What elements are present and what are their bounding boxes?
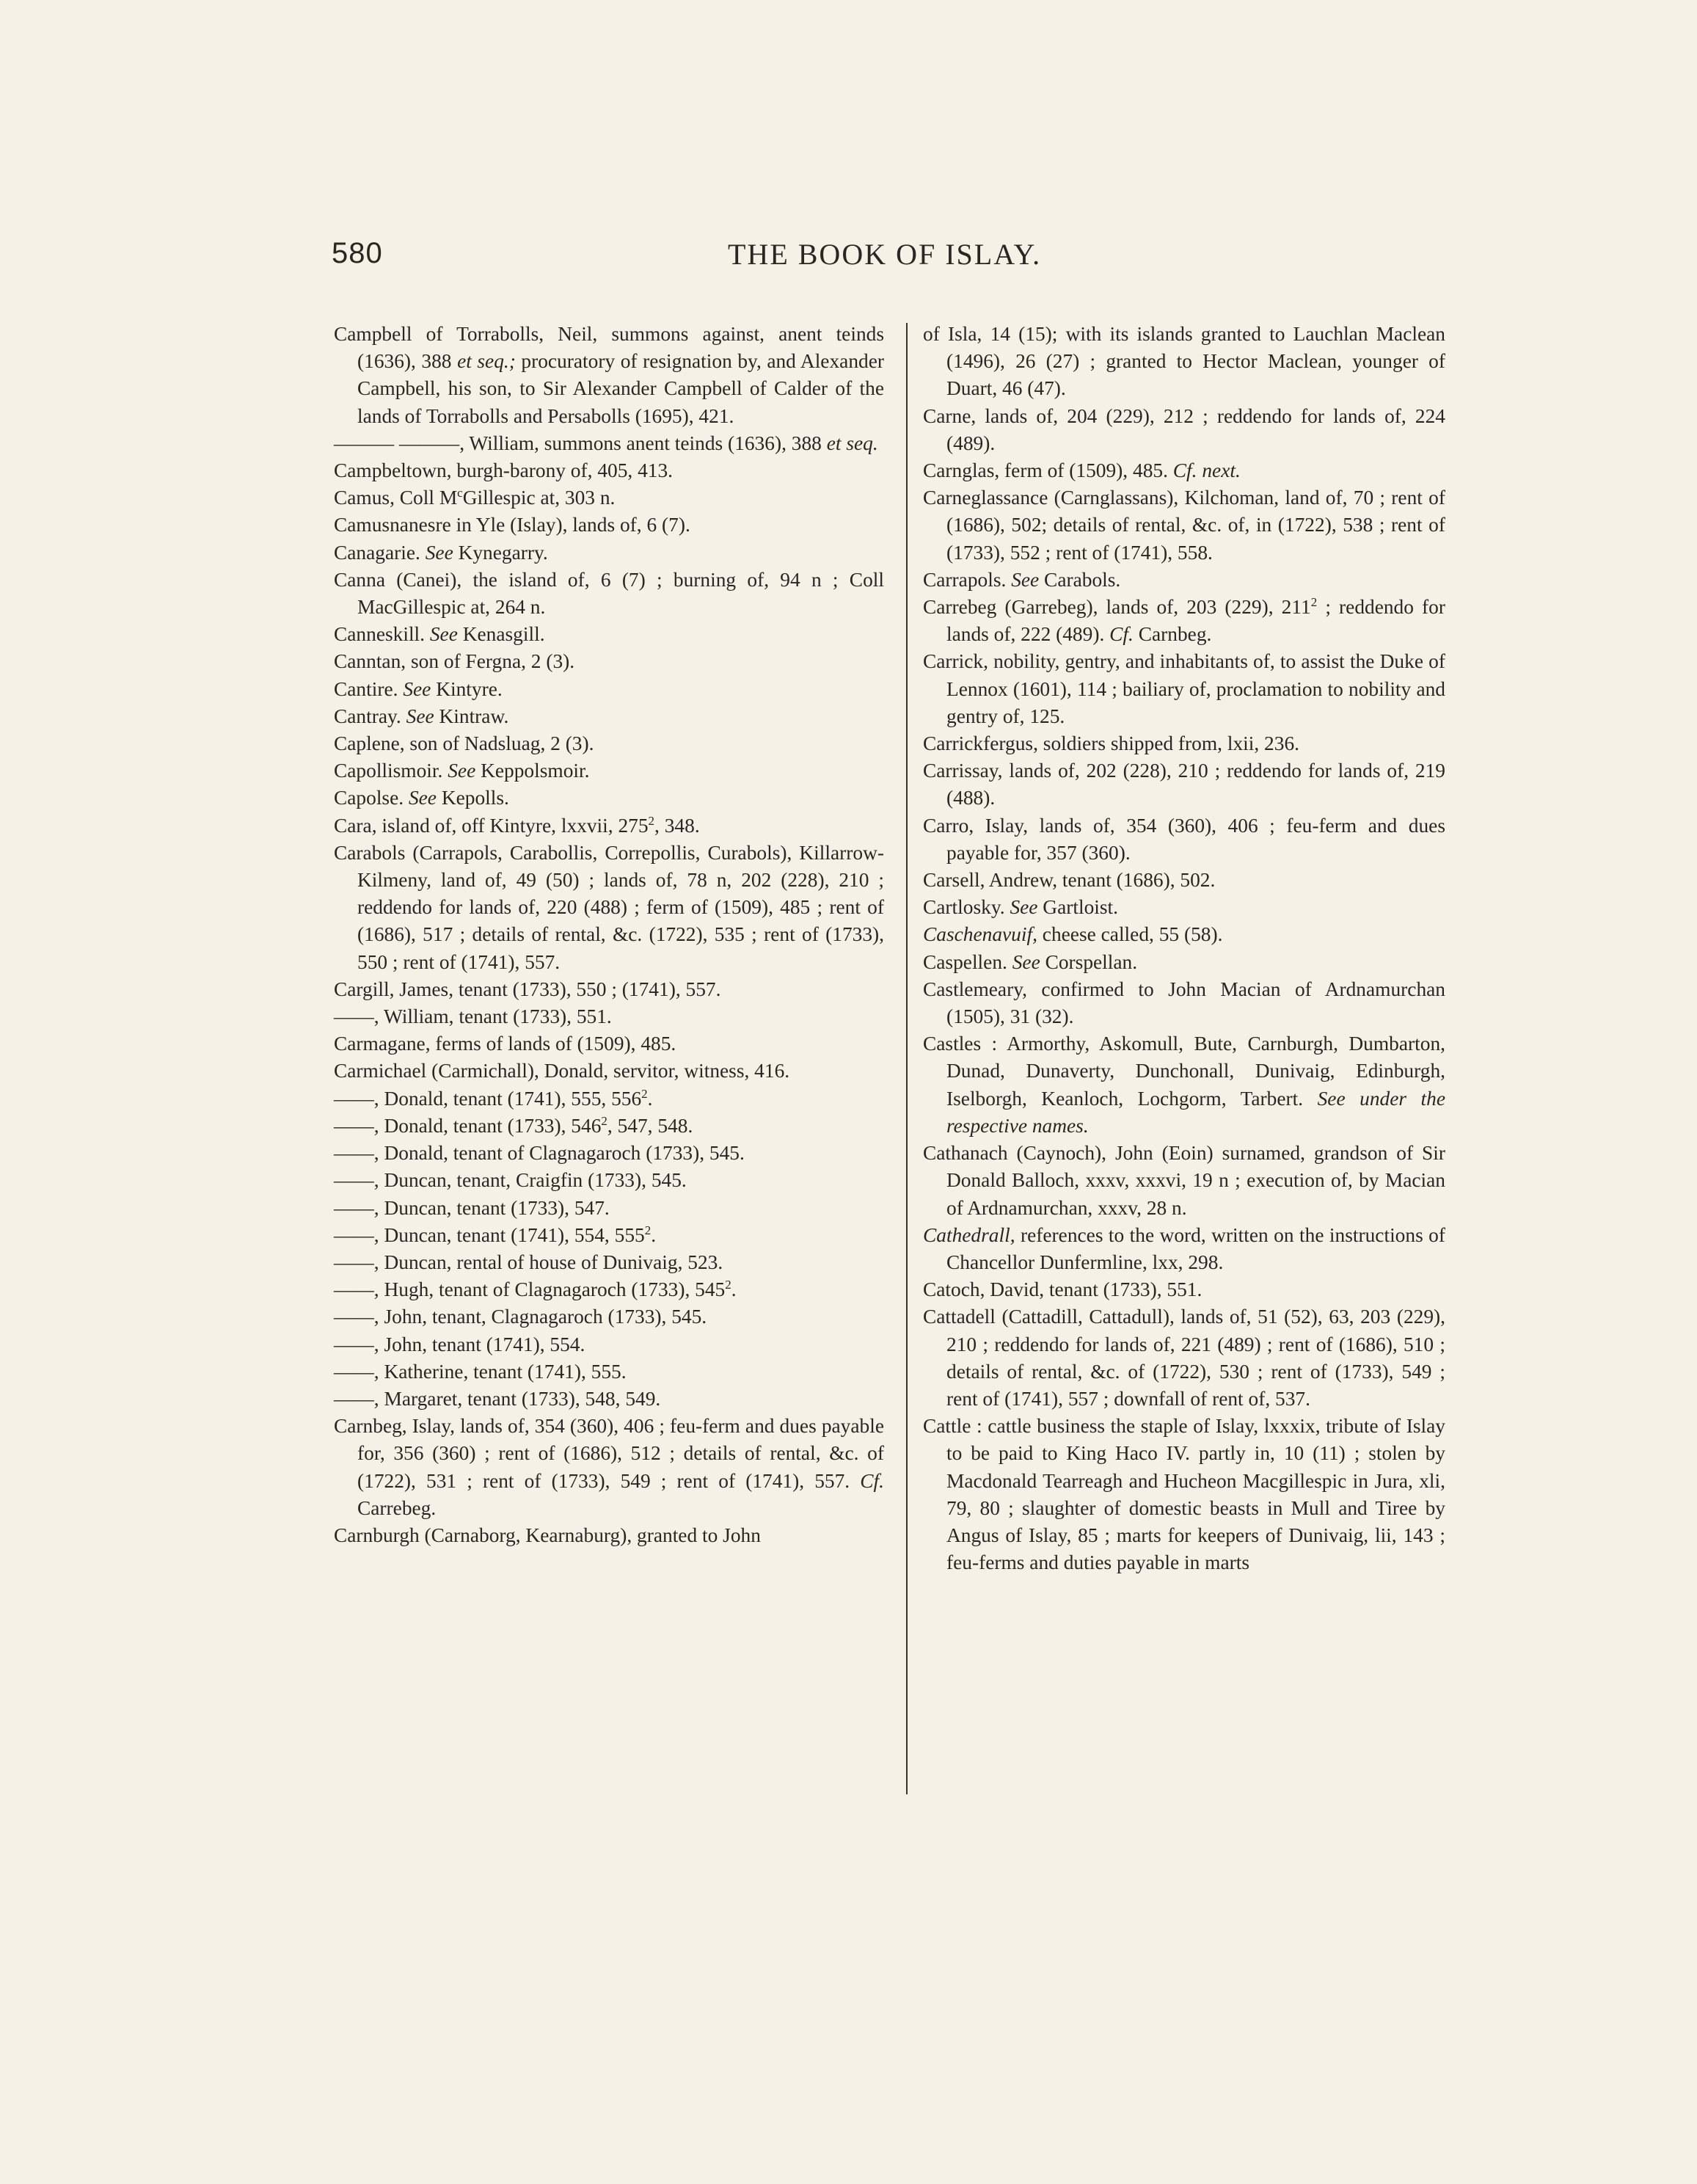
index-entry: Canna (Canei), the island of, 6 (7) ; burning of, 94 n ; Coll MacGillespic at, 264 n.	[334, 568, 884, 619]
index-entry: Campbell of Torrabolls, Neil, summons against, anent teinds (1636), 388 et seq.; procuratory of resignation by, and Alexander Campbell, his son, to Sir Alexander Campbell of Calder of the lands of Torrabolls and Persabolls (1695), 421.	[334, 323, 884, 427]
index-entry: Cattadell (Cattadill, Cattadull), lands of, 51 (52), 63, 203 (229), 210 ; reddendo for lands of, 221 (489) ; rent of (1686), 510 ; details of rental, &c. of (1722), 530 ; rent of (1733), 549 ; rent of (1741), 557 ; downfall of rent of, 537.	[923, 1306, 1445, 1410]
index-entry: Carmichael (Carmichall), Donald, servitor, witness, 416.	[334, 1060, 790, 1082]
index-entry: ——, Donald, tenant of Clagnagaroch (1733), 545.	[334, 1142, 745, 1165]
column-divider	[906, 323, 908, 1794]
index-entry: Carnbeg, Islay, lands of, 354 (360), 406 ; feu-ferm and dues payable for, 356 (360) ; rent of (1686), 512 ; details of rental, &c. of (1722), 531 ; rent of (1733), 549 ; rent of (1741), 557. Cf. Carrebeg.	[334, 1415, 884, 1519]
running-head: THE BOOK OF ISLAY.	[728, 238, 1042, 271]
index-entry: Castles : Armorthy, Askomull, Bute, Carnburgh, Dumbarton, Dunad, Dunaverty, Dunchonall, Dunivaig, Edinburgh, Iselborgh, Keanloch, Lochgorm, Tarbert. See under the respective names.	[923, 1033, 1445, 1137]
index-entry: Cartlosky. See Gartloist.	[923, 896, 1119, 919]
index-entry: of Isla, 14 (15); with its islands granted to Lauchlan Maclean (1496), 26 (27) ; granted to Hector Maclean, younger of Duart, 46 (47).	[923, 323, 1445, 400]
index-entry: Carneglassance (Carnglassans), Kilchoman, land of, 70 ; rent of (1686), 502; details of rental, &c. of, in (1722), 538 ; rent of (1733), 552 ; rent of (1741), 558.	[923, 487, 1445, 564]
index-entry: ——, Duncan, tenant, Craigfin (1733), 545.	[334, 1169, 687, 1192]
index-column-left	[334, 321, 884, 1549]
index-entry: Cathedrall, references to the word, written on the instructions of Chancellor Dunfermline, lxx, 298.	[923, 1223, 1445, 1273]
page-number: 580	[332, 237, 383, 269]
index-entry: Catoch, David, tenant (1733), 551.	[923, 1278, 1203, 1301]
index-entry: Carabols (Carrapols, Carabollis, Correpollis, Curabols), Killarrow-Kilmeny, land of, 49 (50) ; lands of, 78 n, 202 (228), 210 ; reddendo for lands of, 220 (488) ; ferm of (1509), 485 ; rent of (1686), 517 ; details of rental, &c. (1722), 535 ; rent of (1733), 550 ; rent of (1741), 557.	[334, 841, 884, 973]
index-entry: ——, Donald, tenant (1741), 555, $556^2$.	[334, 1086, 653, 1110]
index-entry: Carnglas, ferm of (1509), 485. Cf. next.	[923, 459, 1241, 482]
index-entry: Camusnanesre in Yle (Islay), lands of, 6 (7).	[334, 514, 690, 536]
index-entry: ——, Margaret, tenant (1733), 548, 549.	[334, 1387, 661, 1410]
index-entry: Cattle : cattle business the staple of Islay, lxxxix, tribute of Islay to be paid to King Haco IV. partly in, 10 (11) ; stolen by Macdonald Tearreagh and Hucheon Macgillespic in Jura, xli, 79, 80 ; slaughter of domestic beasts in Mull and Tiree by Angus of Islay, 85 ; marts for keepers of Dunivaig, lii, 143 ; feu-ferms and duties payable in marts	[923, 1415, 1445, 1574]
index-entry: Cathanach (Caynoch), John (Eoin) surnamed, grandson of Sir Donald Balloch, xxxv, xxxvi, 19 n ; execution of, by Macian of Ardnamurchan, xxxv, 28 n.	[923, 1142, 1445, 1219]
index-entry: Campbeltown, burgh-barony of, 405, 413.	[334, 459, 674, 482]
index-entry: Cara, island of, off Kintyre, lxxvii, $275^2$, 348.	[334, 813, 700, 837]
index-entry: Capolse. See Kepolls.	[334, 787, 509, 809]
index-entry: Carnburgh (Carnaborg, Kearnaburg), granted to John	[334, 1524, 761, 1546]
index-entry: ——, Duncan, tenant (1741), 554, $555^2$.	[334, 1223, 657, 1246]
index-entry: Canneskill. See Kenasgill.	[334, 623, 545, 646]
index-column-right	[923, 321, 1445, 1576]
index-entry: ——, Duncan, tenant (1733), 547.	[334, 1196, 610, 1219]
index-entry: ——— ———, William, summons anent teinds (1636), 388 et seq.	[334, 432, 878, 454]
index-entry: Cargill, James, tenant (1733), 550 ; (1741), 557.	[334, 978, 721, 1000]
index-entry: ——, Hugh, tenant of Clagnagaroch (1733), $545^2$.	[334, 1277, 737, 1301]
index-entry: Camus, Coll $M^cGillespic$ at, 303 n.	[334, 486, 616, 509]
index-entry: Cantray. See Kintraw.	[334, 705, 509, 727]
index-entry: Castlemeary, confirmed to John Macian of Ardnamurchan (1505), 31 (32).	[923, 978, 1445, 1028]
index-entry: Caschenavuif, cheese called, 55 (58).	[923, 923, 1223, 946]
index-entry: Cantire. See Kintyre.	[334, 677, 503, 700]
index-entry: ——, Duncan, rental of house of Dunivaig, 523.	[334, 1251, 723, 1273]
index-entry: Carrebeg (Garrebeg), lands of, 203 (229), $211^2$ ; reddendo for lands of, 222 (489). Cf. Carnbeg.	[923, 594, 1445, 646]
index-entry: Carmagane, ferms of lands of (1509), 485.	[334, 1033, 676, 1055]
index-entry: ——, John, tenant (1741), 554.	[334, 1333, 585, 1355]
index-entry: Canagarie. See Kynegarry.	[334, 541, 548, 564]
index-entry: Capollismoir. See Keppolsmoir.	[334, 760, 590, 782]
index-entry: Caspellen. See Corspellan.	[923, 950, 1138, 973]
index-entry: Carsell, Andrew, tenant (1686), 502.	[923, 869, 1216, 892]
index-entry: Caplene, son of Nadsluag, 2 (3).	[334, 732, 594, 755]
index-entry: Carrapols. See Carabols.	[923, 568, 1121, 591]
index-entry: Carrissay, lands of, 202 (228), 210 ; reddendo for lands of, 219 (488).	[923, 760, 1445, 809]
index-entry: ——, Donald, tenant (1733), $546^2$, 547, 548.	[334, 1113, 693, 1137]
index-entry: Carrickfergus, soldiers shipped from, lxii, 236.	[923, 732, 1299, 755]
index-entry: Carne, lands of, 204 (229), 212 ; reddendo for lands of, 224 (489).	[923, 404, 1445, 454]
index-entry: ——, John, tenant, Clagnagaroch (1733), 545.	[334, 1306, 707, 1328]
index-entry: Carro, Islay, lands of, 354 (360), 406 ; feu-ferm and dues payable for, 357 (360).	[923, 814, 1445, 864]
index-entry: ——, William, tenant (1733), 551.	[334, 1005, 612, 1028]
index-entry: Carrick, nobility, gentry, and inhabitants of, to assist the Duke of Lennox (1601), 114 ; bailiary of, proclamation to nobility and gentry of, 125.	[923, 650, 1445, 727]
index-entry: Canntan, son of Fergna, 2 (3).	[334, 650, 575, 673]
index-entry: ——, Katherine, tenant (1741), 555.	[334, 1360, 627, 1383]
